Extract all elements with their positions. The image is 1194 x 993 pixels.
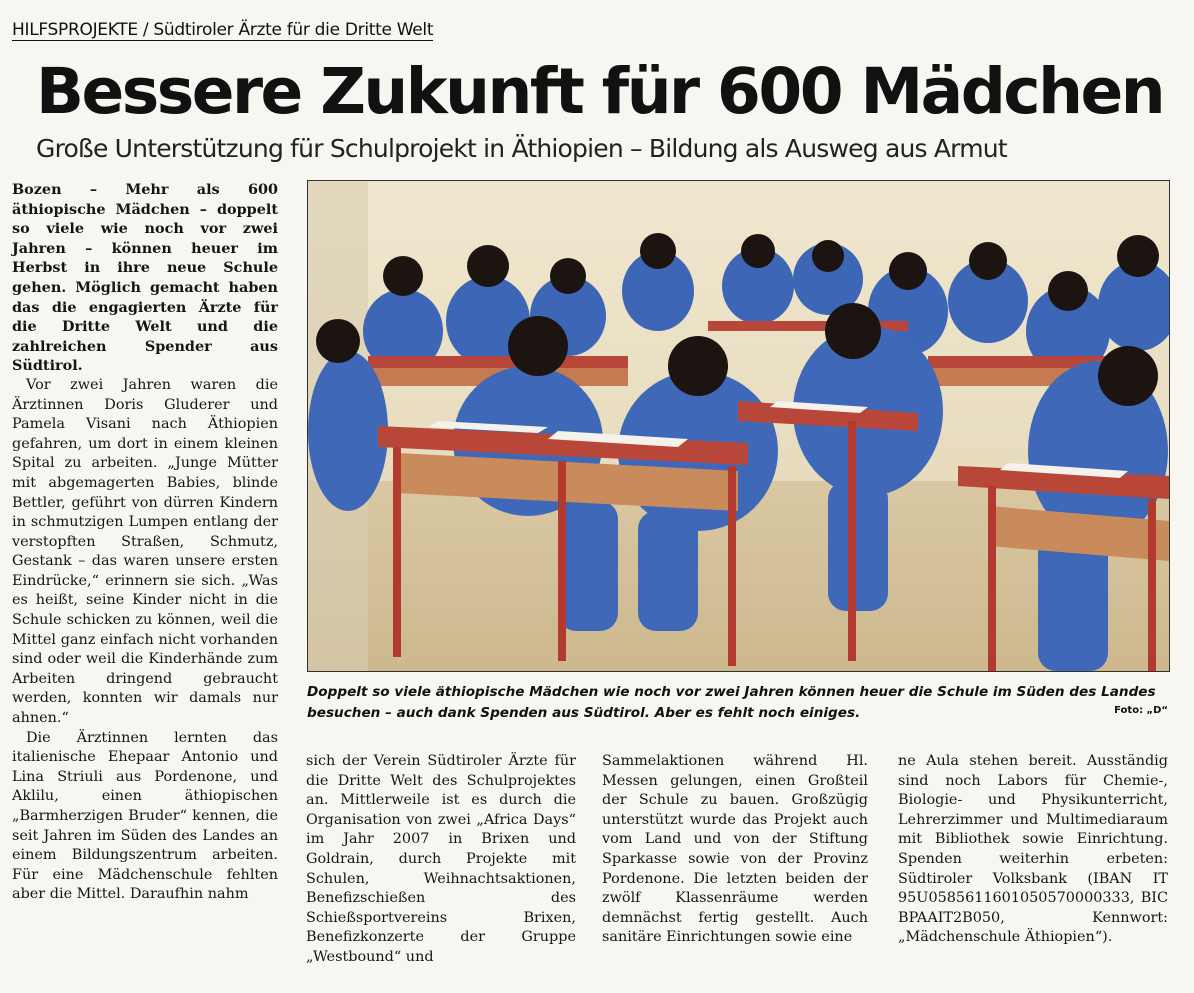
body-column-4-text: ne Aula stehen bereit. Ausständig sind noch Labors für Chemie-, Biologie- und Physikunterricht, Lehrerzimmer und Multimediaraum mit Bibliothek sowie Einrichtung. Spenden weiterhin erbeten: Südtiroler Volksbank (IBAN IT 95U0585611601050570000333, BIC BPAAIT2B050, Kennwort: „Mädchenschule Äthiopien“). <box>898 753 1168 946</box>
lead-paragraph: Bozen – Mehr als 600 äthiopische Mädchen – doppelt so viele wie noch vor zwei Jahren – können heuer im Herbst in ihre neue Schule gehen. Möglich gemacht haben das die engagierten Ärzte für die Dritte Welt und die zahlreichen Spender aus Südtirol. <box>12 181 278 375</box>
photo-illustration <box>308 181 1169 671</box>
article-column-2 <box>306 752 576 968</box>
headline: Bessere Zukunft für 600 Mädchen <box>36 55 1164 128</box>
photo-credit: Foto: „D“ <box>1114 705 1168 716</box>
body-paragraph-2: Die Ärztinnen lernten das italienische Ehepaar Antonio und Lina Striuli aus Pordenone, und Aklilu, einen äthiopischen „Barmherzigen Bruder“ kennen, die seit Jahren im Süden des Landes an einem Bildungszentrum arbeiten. Für eine Mädchenschule fehlten aber die Mittel. Daraufhin nahm <box>12 729 278 903</box>
subheadline: Große Unterstützung für Schulprojekt in Äthiopien – Bildung als Ausweg aus Armut <box>36 134 1007 163</box>
classroom-photo <box>307 180 1170 672</box>
body-paragraph-1: Vor zwei Jahren waren die Ärztinnen Doris Gluderer und Pamela Visani nach Äthiopien gefahren, um dort in einem kleinen Spital zu arbeiten. „Junge Mütter mit abgemagerten Babies, blinde Bettler, geführt von dürren Kindern in schmutzigen Lumpen entlang der verstopften Straßen, Schmutz, Gestank – das waren unsere ersten Eindrücke,“ erinnern sie sich. „Was es heißt, seine Kinder nicht in die Schule schicken zu können, weil die Mittel ganz einfach nicht vorhanden sind oder weil die Kinderhände zum Arbeiten dringend gebraucht werden, konnten wir damals nur ahnen.“ <box>12 376 278 727</box>
article-column-4 <box>898 752 1168 948</box>
body-column-3-text: Sammelaktionen während Hl. Messen gelungen, einen Großteil der Schule zu bauen. Großzügig unterstützt wurde das Projekt auch vom Land und von der Stiftung Sparkasse sowie von der Provinz Pordenone. Die letzten beiden der zwölf Klassenräume werden demnächst fertig gestellt. Auch sanitäre Einrichtungen sowie eine <box>602 753 868 946</box>
section-kicker: HILFSPROJEKTE / Südtiroler Ärzte für die Dritte Welt <box>12 20 434 40</box>
article-column-1 <box>12 180 278 905</box>
body-column-2-text: sich der Verein Südtiroler Ärzte für die Dritte Welt des Schulprojektes an. Mittlerweile ist es durch die Organisation von zwei „Africa Days“ im Jahr 2007 in Brixen und Goldrain, durch Projekte mit Schulen, Weihnachtsaktionen, Benefizschießen des Schießsportvereins Brixen, Benefizkonzerte der Gruppe „Westbound“ und <box>306 753 576 965</box>
article-column-3 <box>602 752 868 948</box>
photo-caption: Doppelt so viele äthiopische Mädchen wie noch vor zwei Jahren können heuer die Schule im Süden des Landes besuchen – auch dank Spenden aus Südtirol. Aber es fehlt noch einiges. <box>307 684 1156 721</box>
